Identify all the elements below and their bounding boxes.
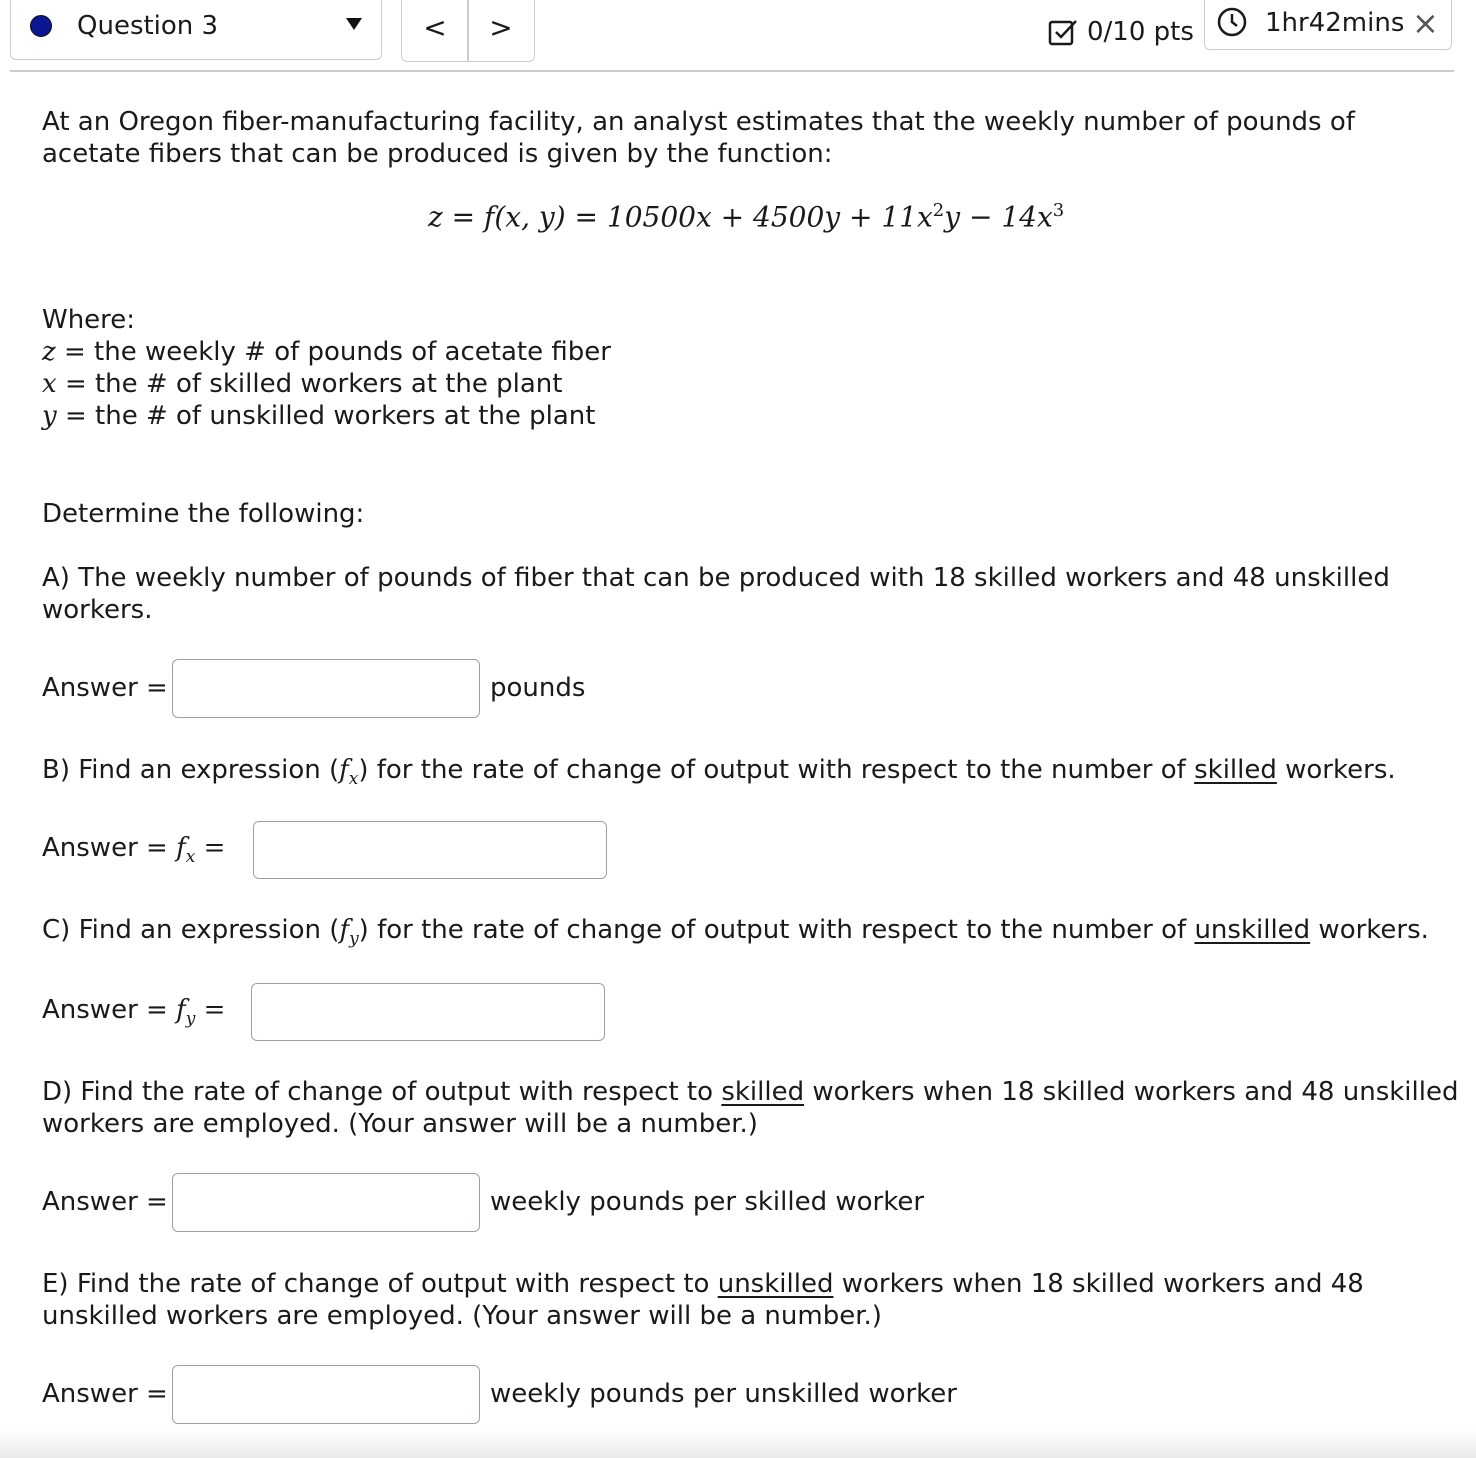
part-b-answer-row (42, 832, 225, 873)
part-b-pre: B) Find an expression ( (42, 755, 340, 785)
chevron-down-icon[interactable] (346, 18, 362, 30)
part-e-post: workers when 18 skilled workers and 48 (833, 1269, 1364, 1299)
formula (428, 200, 1064, 233)
def-x (42, 368, 562, 400)
def-y-text: = the # of unskilled workers at the plant (64, 401, 596, 431)
part-b-fx: f (176, 833, 186, 863)
part-e-unit: weekly pounds per unskilled worker (490, 1379, 957, 1409)
part-e-text (42, 1268, 1364, 1300)
part-c-text (42, 914, 1429, 955)
part-e-underlined: unskilled (717, 1269, 834, 1299)
checkbox-icon (1048, 18, 1080, 48)
part-c-f: f (339, 915, 350, 945)
header-divider (10, 70, 1454, 72)
timer-text: 1hr42mins (1265, 8, 1405, 38)
clock-icon (1216, 6, 1248, 38)
part-c-fy: f (176, 995, 186, 1025)
where-label: Where: (42, 305, 136, 335)
part-b-underlined: skilled (1194, 755, 1277, 785)
part-b-post: ) for the rate of change of output with respect to the number of (358, 755, 1195, 785)
part-d-underlined: skilled (721, 1077, 805, 1107)
question-status-dot (30, 15, 52, 37)
part-e-text-line2: unskilled workers are employed. (Your answer will be a number.) (42, 1301, 882, 1331)
def-z (42, 336, 611, 368)
part-b-f: f (339, 755, 349, 785)
intro-text: At an Oregon fiber-manufacturing facility, an analyst estimates that the weekly number of pounds of acetate fibers that can be produced is given by the function: (42, 107, 1355, 169)
part-c-pre: C) Find an expression ( (42, 915, 340, 945)
part-d-unit: weekly pounds per skilled worker (490, 1187, 925, 1217)
def-z-text: = the weekly # of pounds of acetate fiber (63, 337, 611, 367)
def-x-text: = the # of skilled workers at the plant (64, 369, 563, 399)
part-d-text (42, 1076, 1458, 1108)
def-x-var: x (42, 369, 57, 399)
part-d-answer-input[interactable] (172, 1173, 480, 1232)
part-d-text-line2: workers are employed. (Your answer will be a number.) (42, 1109, 758, 1139)
part-c-end: workers. (1310, 915, 1429, 945)
part-b-text (42, 754, 1396, 795)
part-a-text: A) The weekly number of pounds of fiber that can be produced with 18 skilled workers and 48 unskilled workers. (42, 563, 1390, 625)
part-d-post: workers when 18 skilled workers and 48 unskilled (804, 1077, 1459, 1107)
part-b-answer-label: Answer = (42, 833, 168, 863)
determine-text: Determine the following: (42, 499, 365, 529)
question-label[interactable]: Question 3 (77, 11, 219, 41)
part-e-pre: E) Find the rate of change of output with respect to (42, 1269, 718, 1299)
formula-exp3: 3 (1052, 200, 1065, 221)
part-c-equals: = (203, 995, 226, 1025)
close-icon[interactable]: × (1412, 4, 1439, 42)
part-a-unit: pounds (490, 673, 586, 703)
part-e-answer-label: Answer = (42, 1379, 168, 1409)
part-a-answer-label: Answer = (42, 673, 168, 703)
part-b-sub: x (348, 769, 359, 790)
part-d-pre: D) Find the rate of change of output with respect to (42, 1077, 722, 1107)
formula-lhs: z = f(x, y) = 10500x + 4500y + 11x (428, 200, 933, 234)
part-c-underlined: unskilled (1194, 915, 1311, 945)
points-text: 0/10 pts (1087, 17, 1194, 47)
part-b-equals: = (203, 833, 226, 863)
part-c-sub: y (349, 929, 359, 950)
part-c-post: ) for the rate of change of output with respect to the number of (358, 915, 1195, 945)
def-z-var: z (42, 337, 56, 367)
formula-mid: y − 14x (944, 200, 1053, 234)
def-y (42, 400, 595, 432)
bottom-shadow (0, 1430, 1476, 1458)
formula-exp2: 2 (932, 200, 945, 221)
part-b-answer-input[interactable] (253, 821, 607, 879)
part-b-fx-sub: x (185, 847, 196, 868)
prev-question-button[interactable]: < (423, 11, 447, 44)
part-c-fy-sub: y (185, 1009, 196, 1030)
next-question-button[interactable]: > (489, 11, 513, 44)
part-c-answer-label: Answer = (42, 995, 168, 1025)
part-b-end: workers. (1276, 755, 1396, 785)
part-c-answer-input[interactable] (251, 983, 605, 1041)
part-e-answer-input[interactable] (172, 1365, 480, 1424)
part-a-answer-input[interactable] (172, 659, 480, 718)
def-y-var: y (42, 401, 57, 431)
part-d-answer-label: Answer = (42, 1187, 168, 1217)
part-c-answer-row (42, 994, 225, 1035)
